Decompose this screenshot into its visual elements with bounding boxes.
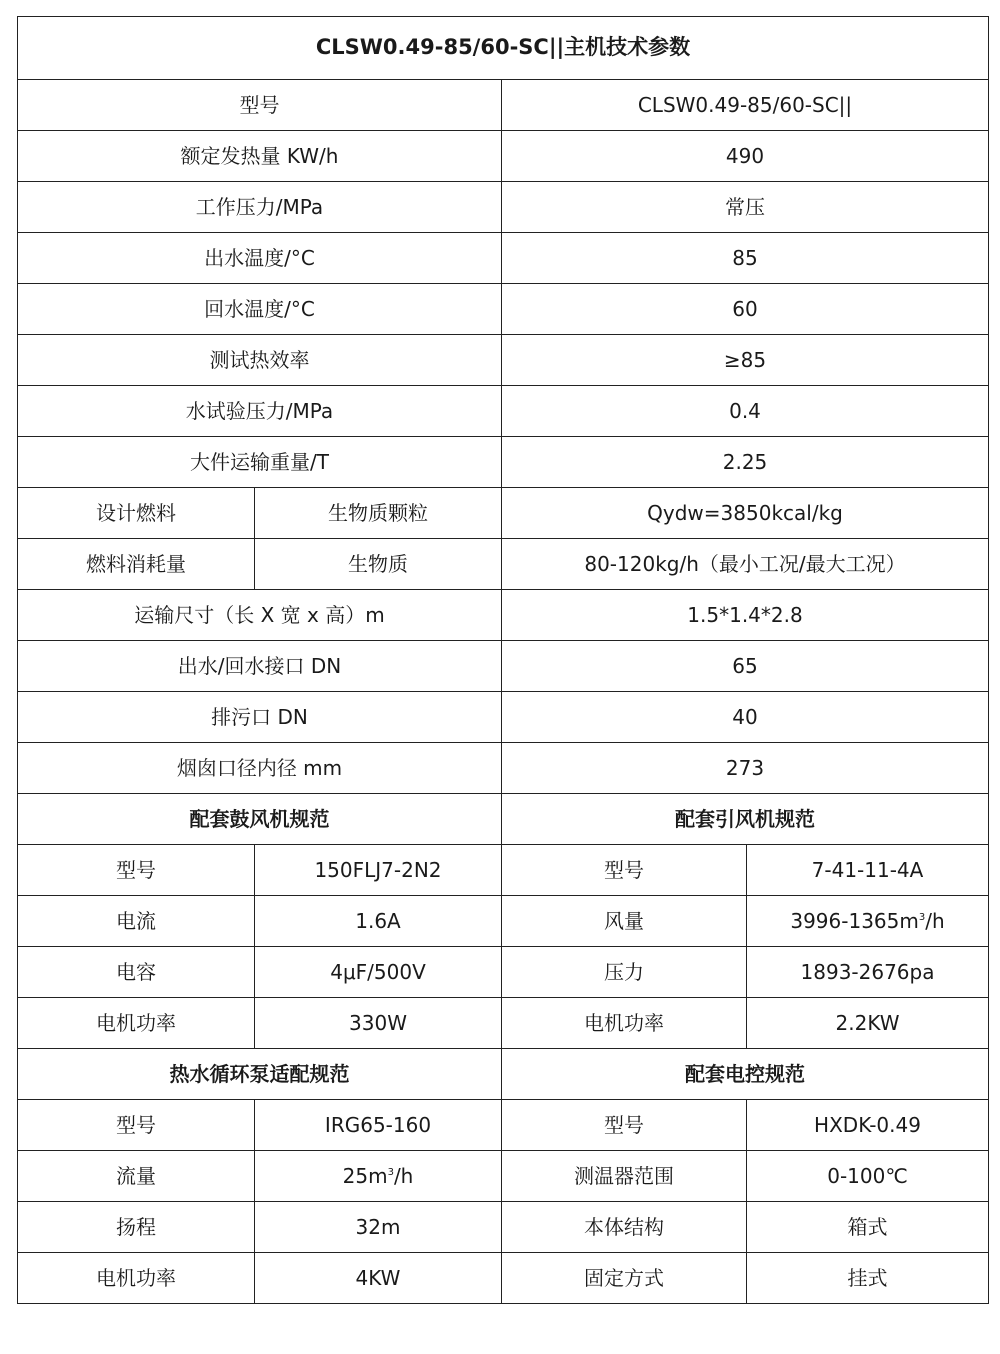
table-title: CLSW0.49-85/60-SC||主机技术参数 <box>18 17 989 80</box>
value-tail: /h <box>393 1164 414 1188</box>
induced-fan-value <box>747 896 989 947</box>
spec-value: 490 <box>502 131 989 182</box>
table-row <box>18 437 989 488</box>
blower-value: 1.6A <box>255 896 502 947</box>
spec-label: 运输尺寸（长 X 宽 x 高）m <box>18 590 502 641</box>
spec-value: 1.5*1.4*2.8 <box>502 590 989 641</box>
induced-fan-label: 型号 <box>502 845 747 896</box>
spec-label: 工作压力/MPa <box>18 182 502 233</box>
pump-heading: 热水循环泵适配规范 <box>18 1049 502 1100</box>
blower-label: 电流 <box>18 896 255 947</box>
spec-label: 烟囱口径内径 mm <box>18 743 502 794</box>
table-row <box>18 284 989 335</box>
blower-heading: 配套鼓风机规范 <box>18 794 502 845</box>
control-heading: 配套电控规范 <box>502 1049 989 1100</box>
induced-fan-value: 2.2KW <box>747 998 989 1049</box>
pump-label: 型号 <box>18 1100 255 1151</box>
table-row <box>18 386 989 437</box>
pump-label: 扬程 <box>18 1202 255 1253</box>
spec-label: 出水/回水接口 DN <box>18 641 502 692</box>
table-row <box>18 1151 989 1202</box>
pump-label: 流量 <box>18 1151 255 1202</box>
control-label: 型号 <box>502 1100 747 1151</box>
pump-value: 4KW <box>255 1253 502 1304</box>
spec-label: 排污口 DN <box>18 692 502 743</box>
title-row <box>18 17 989 80</box>
spec-value: 273 <box>502 743 989 794</box>
blower-label: 电机功率 <box>18 998 255 1049</box>
induced-fan-value: 1893-2676pa <box>747 947 989 998</box>
value-main: 3996-1365m <box>790 909 919 933</box>
blower-label: 电容 <box>18 947 255 998</box>
table-row <box>18 1202 989 1253</box>
spec-value: 65 <box>502 641 989 692</box>
blower-value: 4μF/500V <box>255 947 502 998</box>
value-superscript: 3 <box>387 1167 394 1178</box>
table-row <box>18 1253 989 1304</box>
table-row <box>18 1100 989 1151</box>
induced-fan-label: 压力 <box>502 947 747 998</box>
spec-label: 水试验压力/MPa <box>18 386 502 437</box>
spec-value: 0.4 <box>502 386 989 437</box>
table-row <box>18 131 989 182</box>
fuel-value: Qydw=3850kcal/kg <box>502 488 989 539</box>
spec-value: 40 <box>502 692 989 743</box>
spec-table <box>17 16 989 1304</box>
spec-label: 型号 <box>18 80 502 131</box>
table-row <box>18 233 989 284</box>
fuel-label: 燃料消耗量 <box>18 539 255 590</box>
control-value: 挂式 <box>747 1253 989 1304</box>
section-heading-row <box>18 1049 989 1100</box>
control-value: 0-100℃ <box>747 1151 989 1202</box>
spec-value: ≥85 <box>502 335 989 386</box>
table-row <box>18 182 989 233</box>
table-row <box>18 947 989 998</box>
pump-value: IRG65-160 <box>255 1100 502 1151</box>
induced-fan-value: 7-41-11-4A <box>747 845 989 896</box>
value-tail: /h <box>925 909 945 933</box>
fuel-label: 设计燃料 <box>18 488 255 539</box>
spec-value: 85 <box>502 233 989 284</box>
table-row <box>18 488 989 539</box>
spec-value: 60 <box>502 284 989 335</box>
control-label: 本体结构 <box>502 1202 747 1253</box>
value-superscript: 3 <box>918 912 926 923</box>
fuel-sub: 生物质 <box>255 539 502 590</box>
table-row <box>18 896 989 947</box>
pump-value <box>255 1151 502 1202</box>
induced-fan-heading: 配套引风机规范 <box>502 794 989 845</box>
pump-value: 32m <box>255 1202 502 1253</box>
induced-fan-label: 电机功率 <box>502 998 747 1049</box>
table-row <box>18 590 989 641</box>
spec-label: 额定发热量 KW/h <box>18 131 502 182</box>
table-row <box>18 641 989 692</box>
induced-fan-label: 风量 <box>502 896 747 947</box>
table-row <box>18 743 989 794</box>
fuel-sub: 生物质颗粒 <box>255 488 502 539</box>
section-heading-row <box>18 794 989 845</box>
blower-label: 型号 <box>18 845 255 896</box>
table-row <box>18 335 989 386</box>
spec-label: 测试热效率 <box>18 335 502 386</box>
spec-value: 2.25 <box>502 437 989 488</box>
table-row <box>18 539 989 590</box>
control-label: 测温器范围 <box>502 1151 747 1202</box>
control-value: HXDK-0.49 <box>747 1100 989 1151</box>
spec-label: 大件运输重量/T <box>18 437 502 488</box>
blower-value: 150FLJ7-2N2 <box>255 845 502 896</box>
control-value: 箱式 <box>747 1202 989 1253</box>
table-row <box>18 845 989 896</box>
spec-label: 回水温度/°C <box>18 284 502 335</box>
table-row <box>18 692 989 743</box>
spec-value: CLSW0.49-85/60-SC|| <box>502 80 989 131</box>
spec-value: 常压 <box>502 182 989 233</box>
spec-label: 出水温度/°C <box>18 233 502 284</box>
blower-value: 330W <box>255 998 502 1049</box>
value-main: 25m <box>342 1164 388 1188</box>
fuel-value: 80-120kg/h（最小工况/最大工况） <box>502 539 989 590</box>
table-row <box>18 998 989 1049</box>
table-row <box>18 80 989 131</box>
pump-label: 电机功率 <box>18 1253 255 1304</box>
control-label: 固定方式 <box>502 1253 747 1304</box>
